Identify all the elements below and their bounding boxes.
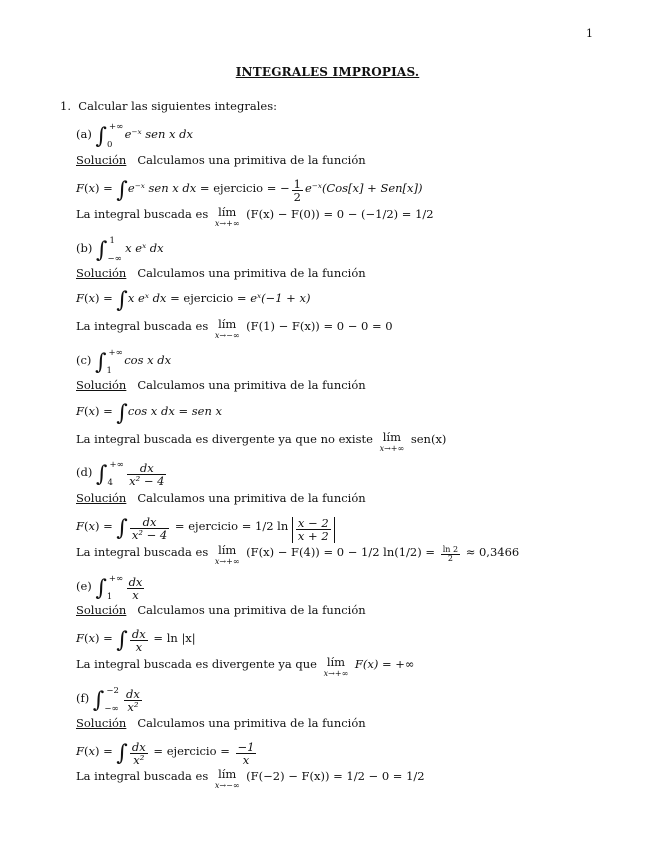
item-a-result: La integral buscada es lím x→+∞ (F(x) − F(0)) = 0 − (−1/2) = 1/2 xyxy=(76,205,434,228)
item-e-solution: Solución Calculamos una primitiva de la función xyxy=(76,603,366,617)
item-d-result: La integral buscada es lím x→+∞ (F(x) − F(4)) = 0 − 1/2 ln(1/2) = $\frac{\ln 2}{2}$ ≈ 0,3466 xyxy=(76,543,520,566)
item-c-primitive: F(x) = ∫cos x dx = sen x xyxy=(76,401,223,426)
item-d-primitive: F(x) = ∫ $\frac{dx}{\text{x² − 4}}$ = ejercicio = 1/2 ln $\frac{x - 2}{x + 2}$ xyxy=(76,516,335,543)
item-b-integral: (b) ∫ 1 −∞ x eˣ dx xyxy=(76,236,164,264)
page-number: 1 xyxy=(586,27,593,40)
item-f-solution: Solución Calculamos una primitiva de la función xyxy=(76,716,366,730)
item-c-integral: (c) ∫ +∞ 1 cos x dx xyxy=(76,348,172,376)
item-e-integral: (e) ∫ +∞ 1 $\frac{dx}{x}$ xyxy=(76,574,143,602)
item-f-integral: (f) ∫ −2 −∞ $\frac{dx}{\text{x²}}$ xyxy=(76,686,140,714)
item-c-result: La integral buscada es divergente ya que no existe lím x→+∞ sen(x) xyxy=(76,430,447,453)
item-e-result: La integral buscada es divergente ya que lím x→+∞ F(x) = +∞ xyxy=(76,655,415,678)
item-e-primitive: F(x) = ∫ $\frac{dx}{x}$ = ln |x| xyxy=(76,627,196,654)
item-d-integral: (d) ∫ +∞ 4 $\frac{dx}{\text{x² − 4}}$ xyxy=(76,460,165,488)
item-b-primitive: F(x) = ∫x eˣ dx = ejercicio = eˣ(−1 + x) xyxy=(76,288,311,313)
exercise-number: 1. xyxy=(60,99,71,113)
document-title: INTEGRALES IMPROPIAS. xyxy=(235,65,420,79)
item-b-result: La integral buscada es lím x→−∞ (F(1) − F(x)) = 0 − 0 = 0 xyxy=(76,317,393,340)
item-f-result: La integral buscada es lím x→−∞ (F(−2) − F(x)) = 1/2 − 0 = 1/2 xyxy=(76,767,425,790)
exercise-prompt: Calcular las siguientes integrales: xyxy=(78,99,277,113)
item-b-solution: Solución Calculamos una primitiva de la función xyxy=(76,266,366,280)
item-a-primitive: F(x) = ∫e⁻ˣ sen x dx = ejercicio = − $\frac{1}{2}$ e⁻ˣ(Cos[x] + Sen[x]) xyxy=(76,177,423,204)
item-c-solution: Solución Calculamos una primitiva de la función xyxy=(76,378,366,392)
item-f-primitive: F(x) = ∫ $\frac{dx}{\text{x²}}$ = ejercicio = $\frac{-1}{x}$ xyxy=(76,740,255,767)
item-a-solution: Solución Calculamos una primitiva de la función xyxy=(76,153,366,167)
item-d-solution: Solución Calculamos una primitiva de la función xyxy=(76,491,366,505)
exercise-heading xyxy=(60,99,277,113)
item-a-integral: (a) ∫ +∞ 0 e⁻ˣ sen x dx xyxy=(76,122,193,150)
